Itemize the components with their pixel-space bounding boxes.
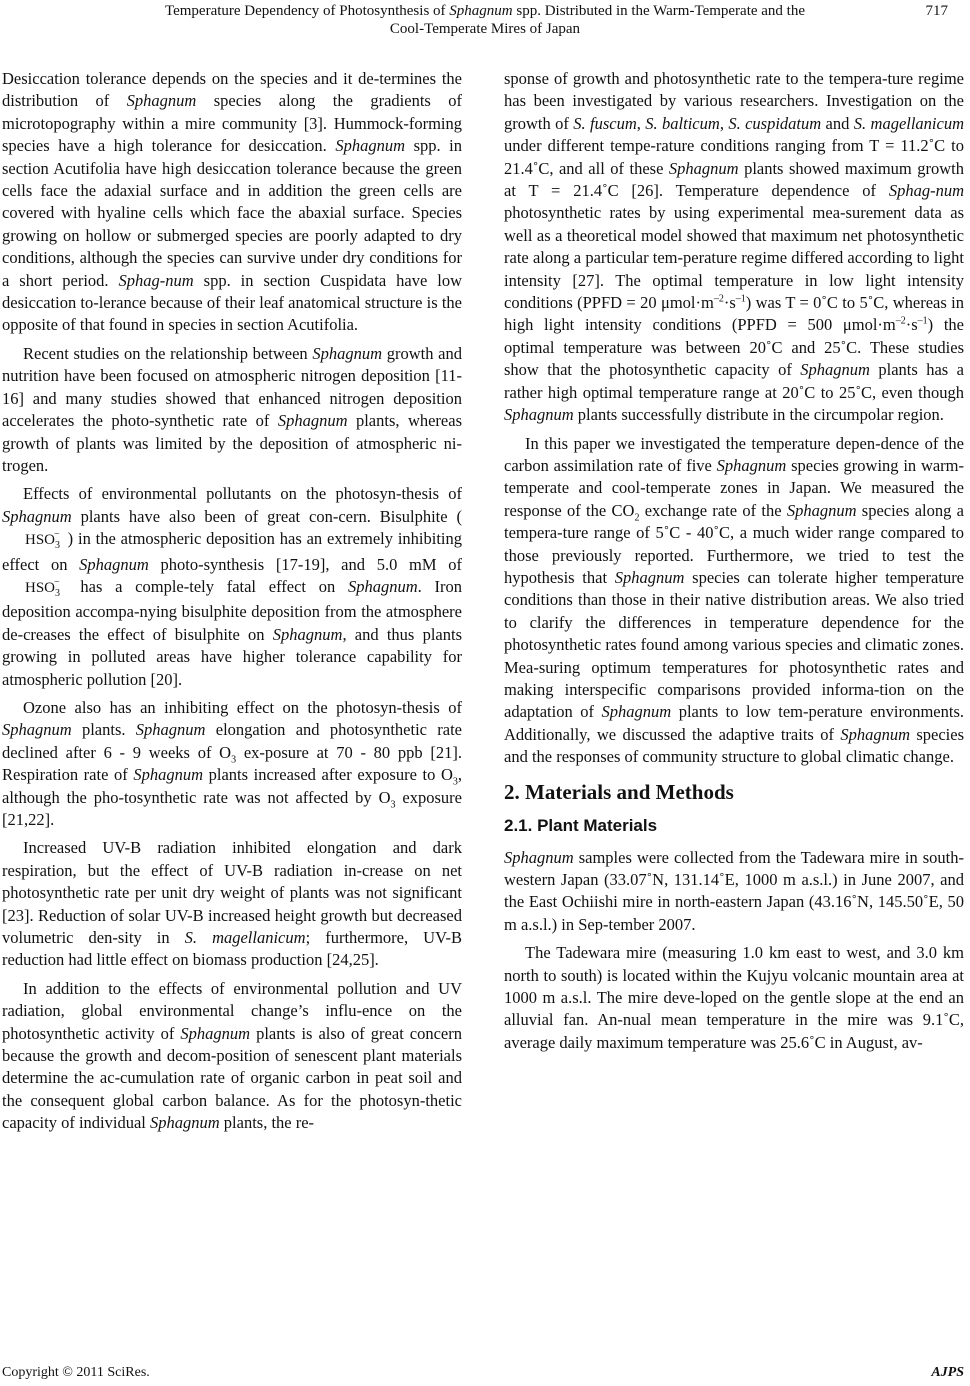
paragraph: Increased UV-B radiation inhibited elongation and dark respiration, but the effect of UV-B radiation in-crease on net photosynthetic rate per unit dry weight of plants was not significant [23]. Reduction of solar UV-B increased height growth but decreased volumetric den-sity in S. magellanicum; furthermore, UV-B reduction had little effect on biomass production [24,25].	[2, 838, 462, 970]
journal-abbreviation: AJPS	[931, 1365, 964, 1380]
left-column	[2, 68, 462, 1141]
page-number: 717	[925, 3, 948, 19]
paragraph: Desiccation tolerance depends on the species and it de-termines the distribution of Sphagnum species along the gradients of microtopography within a mire community [3]. Hummock-forming species have a high tolerance for desiccation. Sphagnum spp. in section Acutifolia have high desiccation tolerance because the green cells face the adaxial surface and in addition the green cells are covered with hyaline cells which face the abaxial surface. Species growing on hollow or submerged species are poorly adapted to dry conditions, although the species can survive under dry conditions for a short period. Sphag-num spp. in section Cuspidata have low desiccation to-lerance because of their leaf anatomical structure is the opposite of that found in species in section Acutifolia.	[2, 69, 462, 335]
subsection-heading: 2.1. Plant Materials	[504, 815, 658, 835]
running-header	[0, 0, 970, 40]
bisulphite-formula: $HSO_3^-$	[25, 576, 61, 599]
paragraph: Sphagnum samples were collected from the Tadewara mire in south-western Japan (33.07˚N, 131.14˚E, 1000 m a.s.l.) in June 2007, and the East Ochiishi mire in north-eastern Japan (43.16˚N, 145.50˚E, 50 m a.s.l.) in Sep-tember 2007.	[504, 847, 964, 934]
copyright: Copyright © 2011 SciRes.	[2, 1365, 150, 1380]
paragraph: In addition to the effects of environmental pollution and UV radiation, global environmental change’s influ-ence on the photosynthetic activity of Sphagnum plants is also of great concern because the growth and decom-position of senescent plant materials determine the ac-cumulation rate of organic carbon in peat soil and the consequent global carbon balance. As for the photosyn-thetic capacity of individual Sphagnum plants, the re-	[2, 978, 462, 1133]
bisulphite-formula: $HSO_3^-$	[25, 529, 61, 552]
paragraph: Effects of environmental pollutants on the photosyn-thesis of Sphagnum plants have also been of great con-cern. Bisulphite ($HSO_3^-$ ) in the atmospheric deposition has an extremely inhibiting effect on Sphagnum photo-synthesis [17-19], and 5.0 mM of $HSO_3^-$ has a comple-tely fatal effect on Sphagnum. Iron deposition accompa-nying bisulphite deposition from the atmosphere de-creases the effect of bisulphite on Sphagnum, and thus plants growing in polluted areas have higher tolerance capability for atmospheric pollution [20].	[2, 484, 462, 689]
section-heading: 2. Materials and Methods	[504, 779, 734, 804]
paragraph: sponse of growth and photosynthetic rate to the tempera-ture regime has been investigated by various researchers. Investigation on the growth of S. fuscum, S. balticum, S. cuspidatum and S. magellanicum under different tempe-rature conditions ranging from T = 11.2˚C to 21.4˚C, and all of these Sphagnum plants showed maximum growth at T = 21.4˚C [26]. Temperature dependence of Sphag-num photosynthetic rates by using experimental mea-surement data as well as a theoretical model showed that maximum net photosynthetic rate along a particular tem-perature regime differed according to light intensity [27]. The optimal temperature in low light intensity conditions (PPFD = 20 $\mu mol\cdot m^{-2}\cdot s^{-1}$) was T = 0˚C to 5˚C, whereas in high light intensity conditions (PPFD = 500 $\mu mol\cdot m^{-2}\cdot s^{-1}$) the optimal temperature was between 20˚C and 25˚C. These studies show that the photosynthetic capacity of Sphagnum plants has a rather high optimal temperature range at 20˚C to 25˚C, even though Sphagnum plants successfully distribute in the circumpolar region.	[504, 69, 965, 425]
paragraph: In this paper we investigated the temperature depen-dence of the carbon assimilation rate of five Sphagnum species growing in warm-temperate and cool-temperate zones in Japan. We measured the response of the $CO_2$ exchange rate of the Sphagnum species along a tempera-ture range of 5˚C - 40˚C, a much wider range compared to those previously reported. Furthermore, we tried to test the hypothesis that Sphagnum species can tolerate higher temperature conditions than those in their native distribution areas. We also tried to clarify the differences in temperature dependence for the photosynthetic rates found among various species and climatic zones. Mea-suring optimum temperatures for photosynthetic rates and making interspecific comparisons provided informa-tion on the adaptation of Sphagnum plants to low tem-perature environments. Additionally, we discussed the adaptive traits of Sphagnum species and the responses of community structure to global climatic change.	[504, 433, 965, 767]
running-title: Temperature Dependency of Photosynthesis of Sphagnum spp. Distributed in the Warm-Temperate and the Cool-Temperate Mires of Japan	[164, 3, 806, 37]
page-footer	[2, 1365, 964, 1381]
paragraph: Recent studies on the relationship between Sphagnum growth and nutrition have been focused on atmospheric nitrogen deposition [11-16] and many studies showed that enhanced nitrogen deposition accelerates the photo-synthetic rate of Sphagnum plants, whereas growth of plants was limited by the deposition of atmospheric ni-trogen.	[2, 343, 462, 475]
paragraph: Ozone also has an inhibiting effect on the photosyn-thesis of Sphagnum plants. Sphagnum elongation and photosynthetic rate declined after 6 - 9 weeks of $O_3$ ex-posure at 70 - 80 ppb [21]. Respiration rate of Sphagnum plants increased after exposure to $O_3$, although the pho-tosynthetic rate was not affected by $O_3$ exposure [21,22].	[2, 697, 463, 829]
right-column	[504, 68, 964, 1060]
paragraph: The Tadewara mire (measuring 1.0 km east to west, and 3.0 km north to south) is located within the Kujyu volcanic mountain area at 1000 m a.s.l. The mire deve-loped on the gentle slope at the end an alluvial fan. An-nual mean temperature in the mire was 9.1˚C, average daily maximum temperature was 25.6˚C in August, av-	[504, 943, 964, 1052]
